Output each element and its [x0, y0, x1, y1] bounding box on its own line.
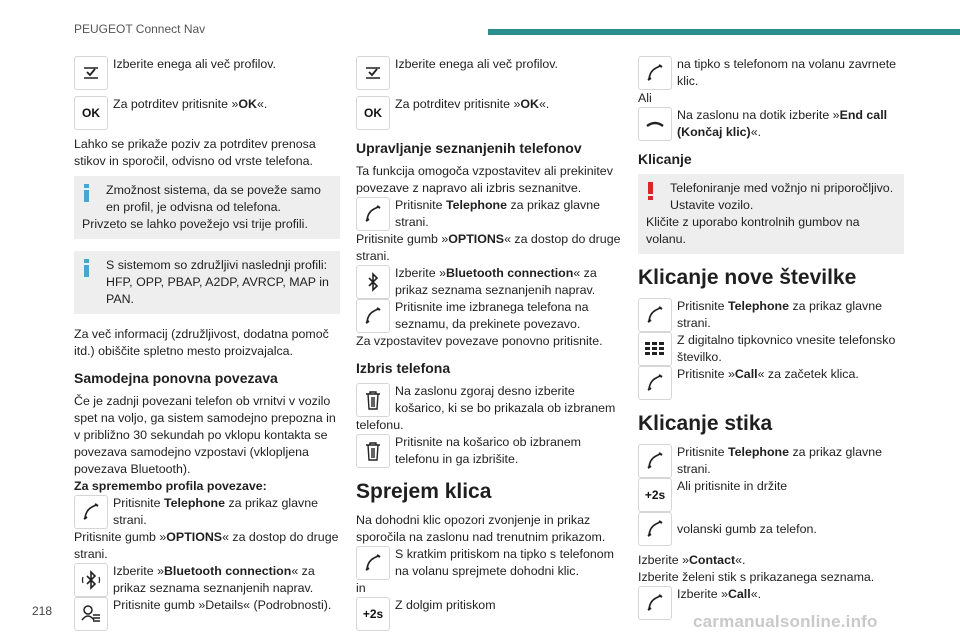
step-keypad: Z digitalno tipkovnico vnesite telefonsko številko.: [638, 332, 904, 366]
step-telephone: Pritisnite Telephone za prikaz glavne strani.: [356, 197, 622, 231]
step-trash: Na zaslonu zgoraj desno izberite košarico, ki se bo prikazala ob izbranem: [356, 383, 622, 417]
ok-icon: OK: [356, 96, 390, 130]
long-press-2s-icon: +2s: [638, 478, 672, 512]
step-hold: +2s Ali pritisnite in držite: [638, 478, 904, 512]
step-long-press: +2s Z dolgim pritiskom: [356, 597, 622, 631]
paragraph: Ta funkcija omogoča vzpostavitev ali prekinitev povezave z napravo ali izbris seznanitve.: [356, 164, 613, 195]
phone-icon: [356, 197, 390, 231]
step-select-profiles: Izberite enega ali več profilov.: [74, 56, 340, 90]
step-telephone: Pritisnite Telephone za prikaz glavne strani.: [638, 444, 904, 478]
phone-icon: [356, 546, 390, 580]
info-note: Zmožnost sistema, da se poveže samo en profil, je odvisna od telefona. Privzeto se lahko povežejo vsi trije profili.: [74, 176, 340, 239]
paragraph: Izberite želeni stik s prikazanega seznama.: [638, 570, 875, 584]
step-confirm-ok: OK Za potrditev pritisnite »OK«.: [74, 96, 340, 130]
paragraph: Za vzpostavitev povezave ponovno pritisnite.: [356, 334, 603, 348]
profile-details-icon: [74, 597, 108, 631]
page-number: 218: [32, 604, 53, 618]
paragraph: in: [356, 581, 366, 595]
phone-icon: [638, 512, 672, 546]
chapter-heading: Sprejem klica: [356, 480, 492, 503]
paragraph: Če je zadnji povezani telefon ob vrnitvi v vozilo spet na voljo, ga sistem samodejno prepozna in v približno 30 sekundah po vklopu kontakta se povezava samodejno vzpostavi (vklopljena povezava Bluetooth).: [74, 394, 336, 476]
paragraph: Za več informacij (združljivost, dodatna pomoč itd.) obiščite spletno mesto proizvajalca.: [74, 327, 329, 358]
step-reject: na tipko s telefonom na volanu zavrnete klic.: [638, 56, 904, 90]
step-confirm-ok: OK Za potrditev pritisnite »OK«.: [356, 96, 622, 130]
phone-icon: [638, 298, 672, 332]
paragraph: Na dohodni klic opozori zvonjenje in prikaz sporočila na zaslonu nad trenutnim prikazom.: [356, 513, 606, 544]
column-3: [638, 56, 904, 626]
step-wheel: volanski gumb za telefon.: [638, 512, 904, 546]
warning-icon: [648, 182, 653, 200]
bluetooth-icon: [74, 563, 108, 597]
paragraph: Pritisnite gumb »OPTIONS« za dostop do druge strani.: [74, 530, 339, 561]
chapter-heading: Klicanje nove številke: [638, 266, 857, 289]
step-end-call: Na zaslonu na dotik izberite »End call (Končaj klic)«.: [638, 107, 904, 141]
ok-icon: OK: [74, 96, 108, 130]
phone-icon: [74, 495, 108, 529]
phone-icon: [638, 444, 672, 478]
paragraph: telefonu.: [356, 418, 404, 432]
trash-icon: [356, 383, 390, 417]
section-heading: Klicanje: [638, 151, 692, 167]
step-call-contact: Izberite »Call«.: [638, 586, 904, 620]
paragraph: Izberite »Contact«.: [638, 553, 746, 567]
checkbox-list-icon: [356, 56, 390, 90]
column-2: [356, 56, 622, 637]
bluetooth-icon: [356, 265, 390, 299]
step-bluetooth: Izberite »Bluetooth connection« za prikaz seznama seznanjenih naprav.: [74, 563, 340, 597]
info-icon: [84, 259, 89, 277]
paragraph-bold: Za spremembo profila povezave:: [74, 479, 267, 493]
chapter-heading: Klicanje stika: [638, 412, 773, 435]
phone-icon: [638, 56, 672, 90]
phone-icon: [638, 586, 672, 620]
step-telephone: Pritisnite Telephone za prikaz glavne strani.: [74, 495, 340, 529]
paragraph: Ali: [638, 91, 652, 105]
paragraph: Pritisnite gumb »OPTIONS« za dostop do druge strani.: [356, 232, 621, 263]
paragraph: Lahko se prikaže poziv za potrditev prenosa stikov in sporočil, odvisno od vrste telefona.: [74, 137, 316, 168]
column-1: [74, 56, 340, 637]
section-heading: Izbris telefona: [356, 360, 451, 376]
section-heading: Upravljanje seznanjenih telefonov: [356, 140, 582, 156]
phone-icon: [356, 299, 390, 333]
long-press-2s-icon: +2s: [356, 597, 390, 631]
keypad-icon: [638, 332, 672, 366]
step-select-profiles: Izberite enega ali več profilov.: [356, 56, 622, 90]
checkbox-list-icon: [74, 56, 108, 90]
warning-note: Telefoniranje med vožnjo ni priporočljivo. Ustavite vozilo. Kličite z uporabo kontrolnih gumbov na volanu.: [638, 174, 904, 254]
step-telephone: Pritisnite Telephone za prikaz glavne strani.: [638, 298, 904, 332]
trash-icon: [356, 434, 390, 468]
step-short-press: S kratkim pritiskom na tipko s telefonom na volanu sprejmete dohodni klic.: [356, 546, 622, 580]
watermark: carmanualsonline.info: [693, 612, 878, 631]
info-icon: [84, 184, 89, 202]
info-note: S sistemom so združljivi naslednji profili: HFP, OPP, PBAP, A2DP, AVRCP, MAP in PAN.: [74, 251, 340, 314]
step-trash-delete: Pritisnite na košarico ob izbranem telefonu in ga izbrišite.: [356, 434, 622, 468]
header-accent-bar: [488, 29, 960, 35]
running-header: PEUGEOT Connect Nav: [74, 22, 206, 36]
end-call-icon: [638, 107, 672, 141]
step-bluetooth: Izberite »Bluetooth connection« za prikaz seznama seznanjenih naprav.: [356, 265, 622, 299]
step-call: Pritisnite »Call« za začetek klica.: [638, 366, 904, 400]
step-details: Pritisnite gumb »Details« (Podrobnosti).: [74, 597, 340, 631]
section-heading: Samodejna ponovna povezava: [74, 370, 278, 386]
phone-icon: [638, 366, 672, 400]
step-select-name: Pritisnite ime izbranega telefona na seznamu, da prekinete povezavo.: [356, 299, 622, 333]
